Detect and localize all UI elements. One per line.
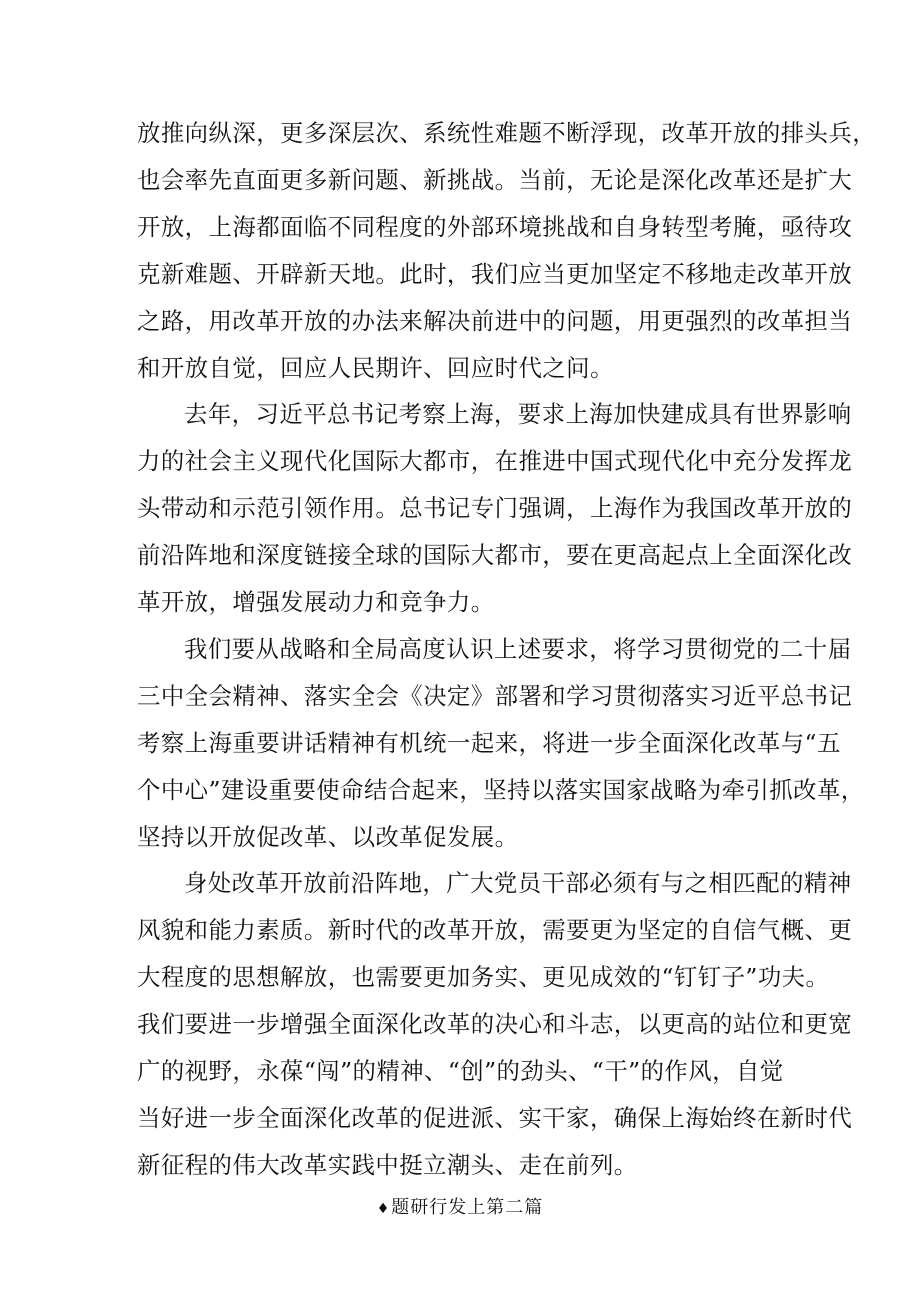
section-heading bbox=[0, 1196, 920, 1221]
text-line: 之路，用改革开放的办法来解决前进中的问题，用更强烈的改革担当 bbox=[137, 307, 853, 335]
text-line: 身处改革开放前沿阵地，广大党员干部必须有与之相匹配的精神 bbox=[184, 869, 852, 897]
text-line: 前沿阵地和深度链接全球的国际大都市，要在更高起点上全面深化改 bbox=[137, 541, 853, 569]
text-line: 我们要进一步增强全面深化改革的决心和斗志，以更高的站位和更宽 bbox=[137, 1010, 853, 1038]
text-line: 三中全会精神、落实全会《决定》部署和学习贯彻落实习近平总书记 bbox=[137, 682, 853, 710]
text-line: 风貌和能力素质。新时代的改革开放，需要更为坚定的自信气概、更 bbox=[137, 916, 853, 944]
text-line: 当好进一步全面深化改革的促进派、实干家，确保上海始终在新时代 bbox=[137, 1104, 853, 1132]
diamond-bullet-icon: ♦ bbox=[376, 1201, 391, 1217]
text-line: 坚持以开放促改革、以改革促发展。 bbox=[137, 823, 519, 851]
text-line: 个中心”建设重要使命结合起来，坚持以落实国家战略为牵引抓改革， bbox=[137, 776, 865, 804]
text-line: 放推向纵深，更多深层次、系统性难题不断浮现，改革开放的排头兵， bbox=[137, 119, 877, 147]
text-line: 克新难题、开辟新天地。此时，我们应当更加坚定不移地走改革开放 bbox=[137, 260, 853, 288]
text-line: 广的视野，永葆“闯”的精神、“创”的劲头、“干”的作风，自觉 bbox=[137, 1057, 784, 1085]
text-line: 也会率先直面更多新问题、新挑战。当前，无论是深化改革还是扩大 bbox=[137, 166, 853, 194]
text-line: 新征程的伟大改革实践中挺立潮头、走在前列。 bbox=[137, 1151, 638, 1179]
text-line: 革开放，增强发展动力和竞争力。 bbox=[137, 588, 495, 616]
text-line: 大程度的思想解放，也需要更加务实、更见成效的“钉钉子”功夫。 bbox=[137, 963, 830, 991]
text-line: 去年，习近平总书记考察上海，要求上海加快建成具有世界影响 bbox=[184, 400, 852, 428]
text-line: 开放，上海都面临不同程度的外部环境挑战和自身转型考腌，亟待攻 bbox=[137, 213, 853, 241]
text-line: 考察上海重要讲话精神有机统一起来，将进一步全面深化改革与“五 bbox=[137, 729, 841, 757]
section-heading-text: 题研行发上第二篇 bbox=[391, 1197, 544, 1218]
text-line: 力的社会主义现代化国际大都市，在推进中国式现代化中充分发挥龙 bbox=[137, 447, 853, 475]
text-line: 和开放自觉，回应人民期许、回应时代之问。 bbox=[137, 354, 614, 382]
text-line: 头带动和示范引领作用。总书记专门强调，上海作为我国改革开放的 bbox=[137, 494, 853, 522]
text-line: 我们要从战略和全局高度认识上述要求，将学习贯彻党的二十届 bbox=[184, 635, 852, 663]
